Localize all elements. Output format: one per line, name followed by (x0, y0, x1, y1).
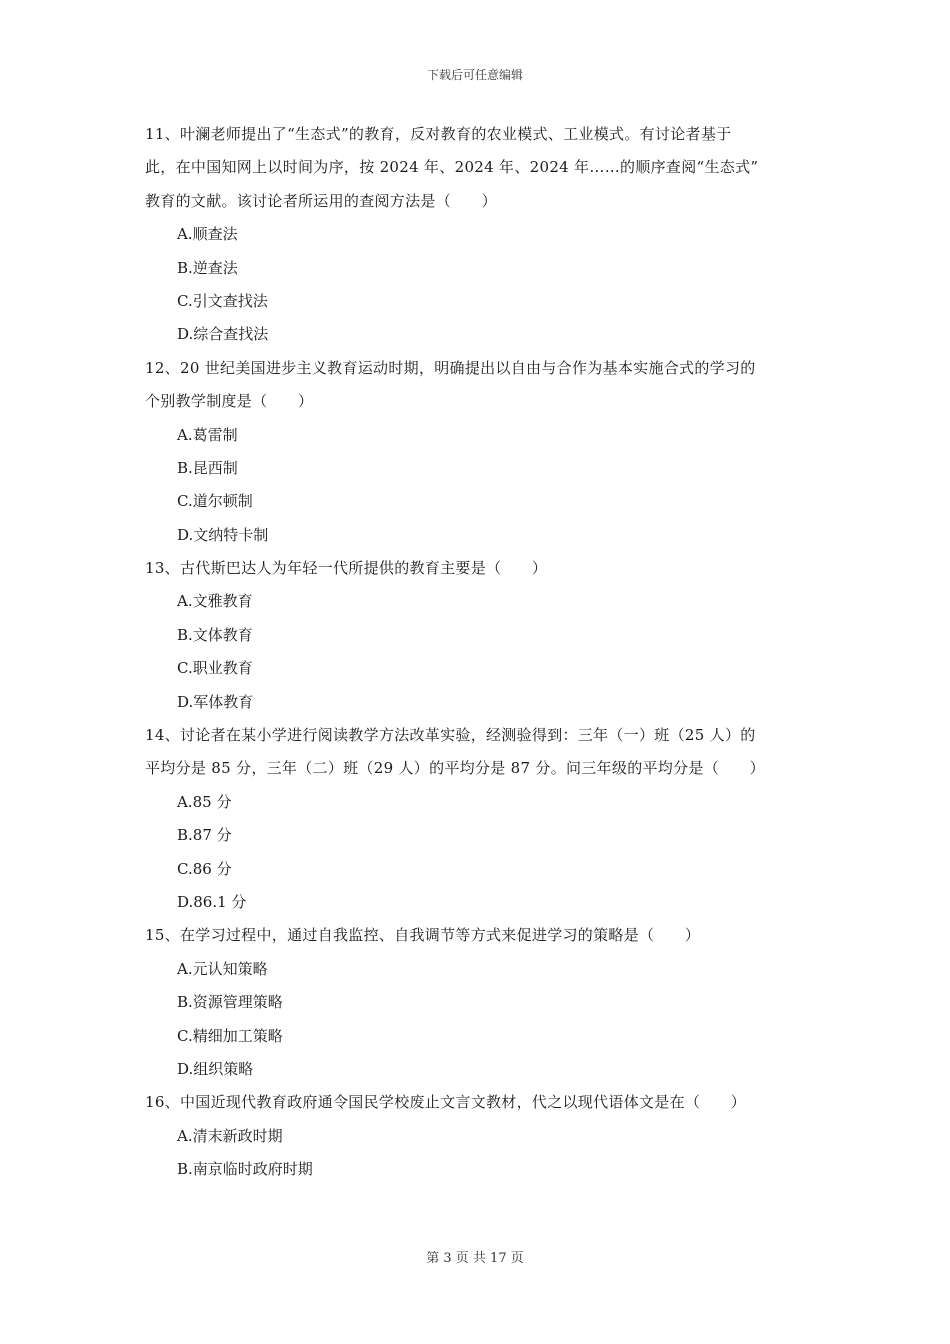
option-d: D.综合查找法 (177, 325, 269, 344)
option-d: D.86.1 分 (177, 892, 247, 911)
option-a: A.85 分 (177, 792, 232, 811)
option-a: A.文雅教育 (177, 592, 253, 611)
option-b: B.文体教育 (177, 625, 253, 644)
question-15 (145, 919, 810, 952)
question-text-line: 11、叶澜老师提出了“生态式”的教育，反对教育的农业模式、工业模式。有讨论者基于 (145, 125, 732, 143)
option-b: B.逆查法 (177, 258, 238, 277)
option-a: A.元认知策略 (177, 959, 268, 978)
question-text-line: 12、20 世纪美国进步主义教育运动时期，明确提出以自由与合作为基本实施合式的学习的 (145, 358, 756, 377)
question-13 (145, 552, 810, 585)
option-b: B.南京临时政府时期 (177, 1160, 313, 1179)
option-a: A.葛雷制 (177, 425, 238, 444)
question-text-line: 14、讨论者在某小学进行阅读教学方法改革实验，经测验得到：三年（一）班（25 人）的 (145, 726, 756, 745)
question-11 (145, 118, 810, 218)
question-text-line: 此，在中国知网上以时间为序，按 2024 年、2024 年、2024 年……的顺序查阅“生态式” (145, 158, 759, 177)
option-d: D.文纳特卡制 (177, 525, 269, 544)
question-text-line: 平均分是 85 分，三年（二）班（29 人）的平均分是 87 分。问三年级的平均分是（ ） (145, 759, 765, 778)
option-c: C.道尔顿制 (177, 492, 253, 511)
option-b: B.87 分 (177, 826, 232, 845)
option-b: B.昆西制 (177, 458, 238, 477)
question-12 (145, 352, 810, 419)
option-c: C.86 分 (177, 859, 232, 878)
page-footer: 第 3 页 共 17 页 (426, 1251, 524, 1266)
question-14 (145, 719, 810, 786)
question-text-line: 教育的文献。该讨论者所运用的查阅方法是（ ） (145, 191, 497, 210)
option-b: B.资源管理策略 (177, 993, 283, 1012)
page-header: 下载后可任意编辑 (426, 68, 523, 82)
question-16 (145, 1086, 810, 1119)
option-c: C.引文查找法 (177, 291, 268, 310)
option-d: D.军体教育 (177, 692, 254, 711)
option-c: C.精细加工策略 (177, 1026, 283, 1045)
option-c: C.职业教育 (177, 659, 253, 678)
question-text-line: 个别教学制度是（ ） (145, 392, 314, 411)
question-text-line: 13、古代斯巴达人为年轻一代所提供的教育主要是（ ） (145, 559, 548, 578)
question-text-line: 16、中国近现代教育政府通令国民学校废止文言文教材，代之以现代语体文是在（ ） (145, 1093, 747, 1112)
option-d: D.组织策略 (177, 1059, 254, 1078)
document-body (145, 118, 810, 1187)
option-a: A.顺查法 (177, 225, 238, 244)
question-text-line: 15、在学习过程中，通过自我监控、自我调节等方式来促进学习的策略是（ ） (145, 926, 701, 945)
option-a: A.清末新政时期 (177, 1126, 283, 1145)
